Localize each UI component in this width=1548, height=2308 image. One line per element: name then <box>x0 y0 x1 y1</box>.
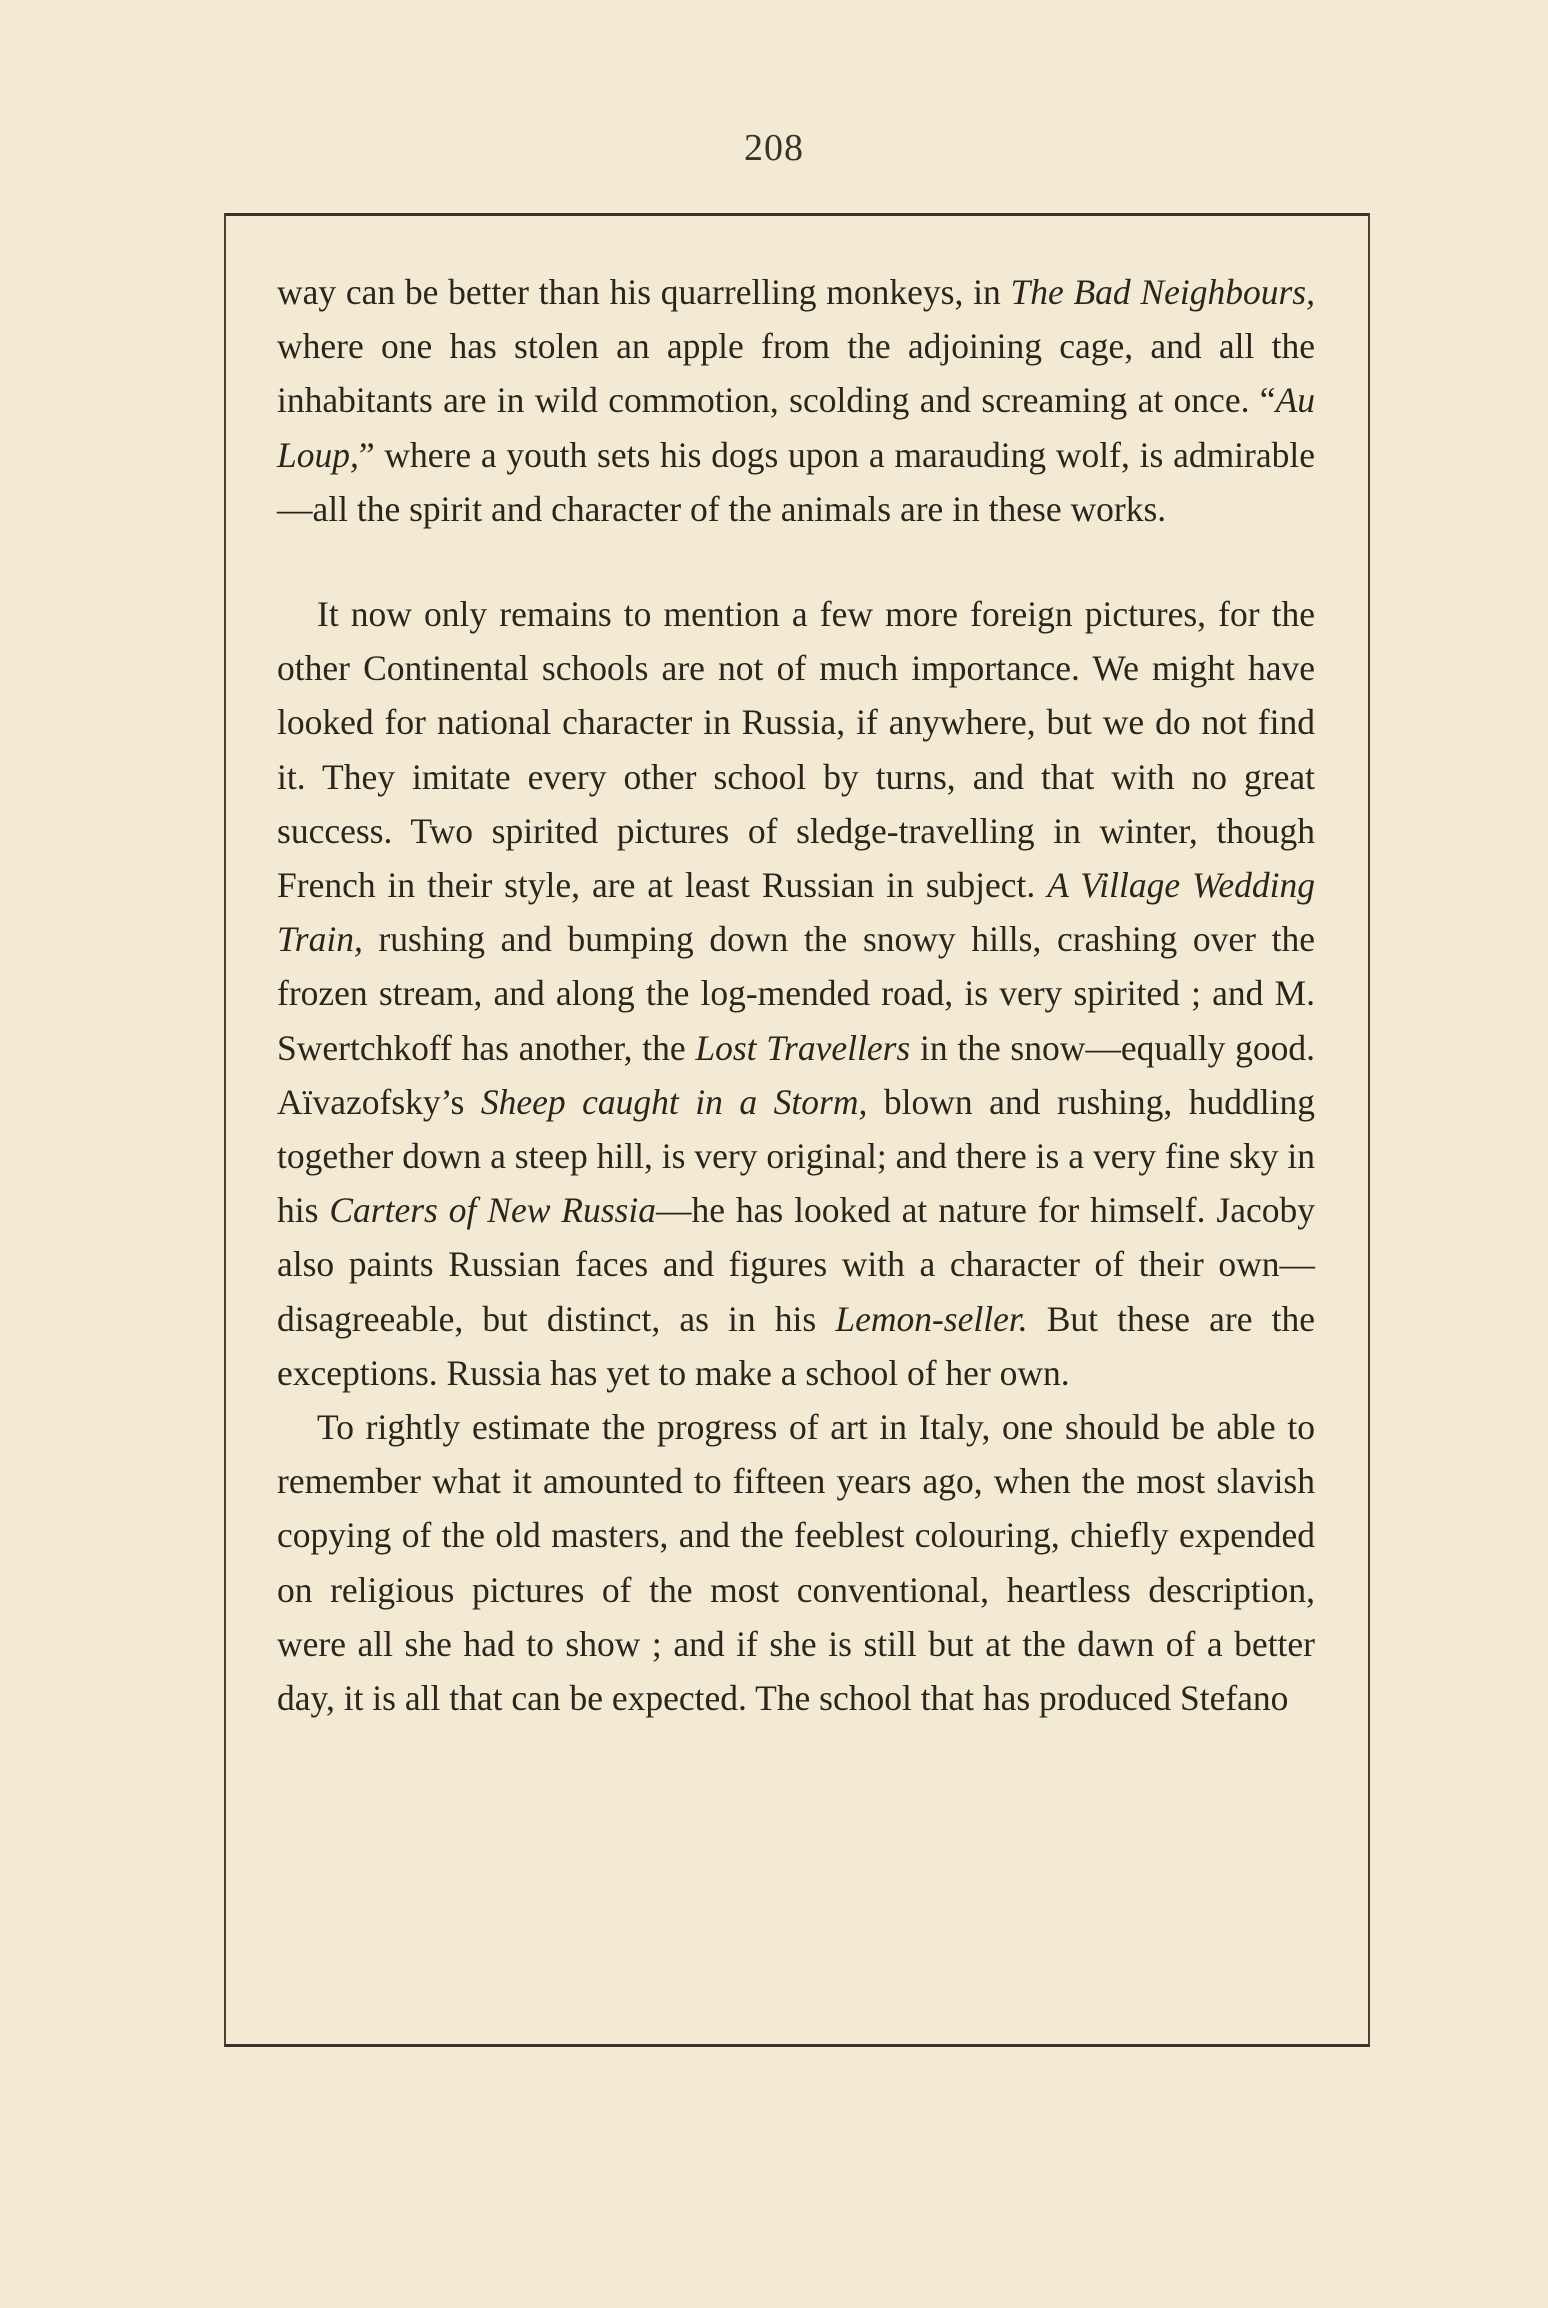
text-span: It now only remains to mention a few more foreign pictures, for the other Continental schools are not of much importance. We might have looked for national character in Russia, if anywhere, but we do not find it. They imitate every other school by turns, and that with no great success. Two spirited pictures of sledge-travelling in winter, though French in their style, are at least Russian in subject. <box>277 594 1315 906</box>
paragraph-1 <box>277 265 1315 536</box>
page-number: 208 <box>744 127 804 169</box>
paragraph-3 <box>277 1400 1315 1725</box>
italic-title-span: Lost Travellers <box>695 1027 911 1068</box>
paragraph-2 <box>277 587 1315 1400</box>
body-text <box>277 265 1315 1725</box>
text-span: in the snow—equally good. Aïvazofsky’s <box>277 1027 1315 1122</box>
italic-title-span: Lemon-seller. <box>835 1298 1028 1339</box>
italic-title-span: Sheep caught in a Storm, <box>480 1081 868 1122</box>
italic-title-span: Carters of New Russia <box>329 1190 656 1231</box>
italic-title-span: A Village Wedding Train, <box>277 865 1316 960</box>
italic-title-span: The Bad Neighbours, <box>1010 272 1315 312</box>
text-span: rushing and bumping down the snowy hills, crashing over the frozen stream, and along the log-mended road, is very spirited ; and M. Swertchkoff has another, the <box>277 919 1315 1068</box>
text-span: blown and rushing, huddling together down a steep hill, is very original; and there is a very fine sky in his <box>277 1081 1316 1231</box>
text-span: To rightly estimate the progress of art in Italy, one should be able to remember what it amounted to fifteen years ago, when the most slavish copying of the old masters, and the feeblest colouring, chiefly expended on religious pictures of the most conventional, heartless description, were all she had to show ; and if she is still but at the dawn of a better day, it is all that can be expected. The school that has produced Stefano <box>277 1407 1315 1719</box>
text-span: But these are the exceptions. Russia has yet to make a school of her own. <box>277 1298 1315 1393</box>
text-span: ” where a youth sets his dogs upon a marauding wolf, is admirable—all the spirit and character of the animals are in these works. <box>277 434 1315 529</box>
text-span: where one has stolen an apple from the adjoining cage, and all the inhabitants are in wild commotion, scolding and screaming at once. “ <box>277 326 1315 421</box>
italic-title-span: Au Loup, <box>277 380 1315 475</box>
text-span: —he has looked at nature for himself. Jacoby also paints Russian faces and figures with a character of their own—disagreeable, but distinct, as in his <box>277 1190 1315 1339</box>
text-span: way can be better than his quarrelling monkeys, in <box>277 272 1011 312</box>
